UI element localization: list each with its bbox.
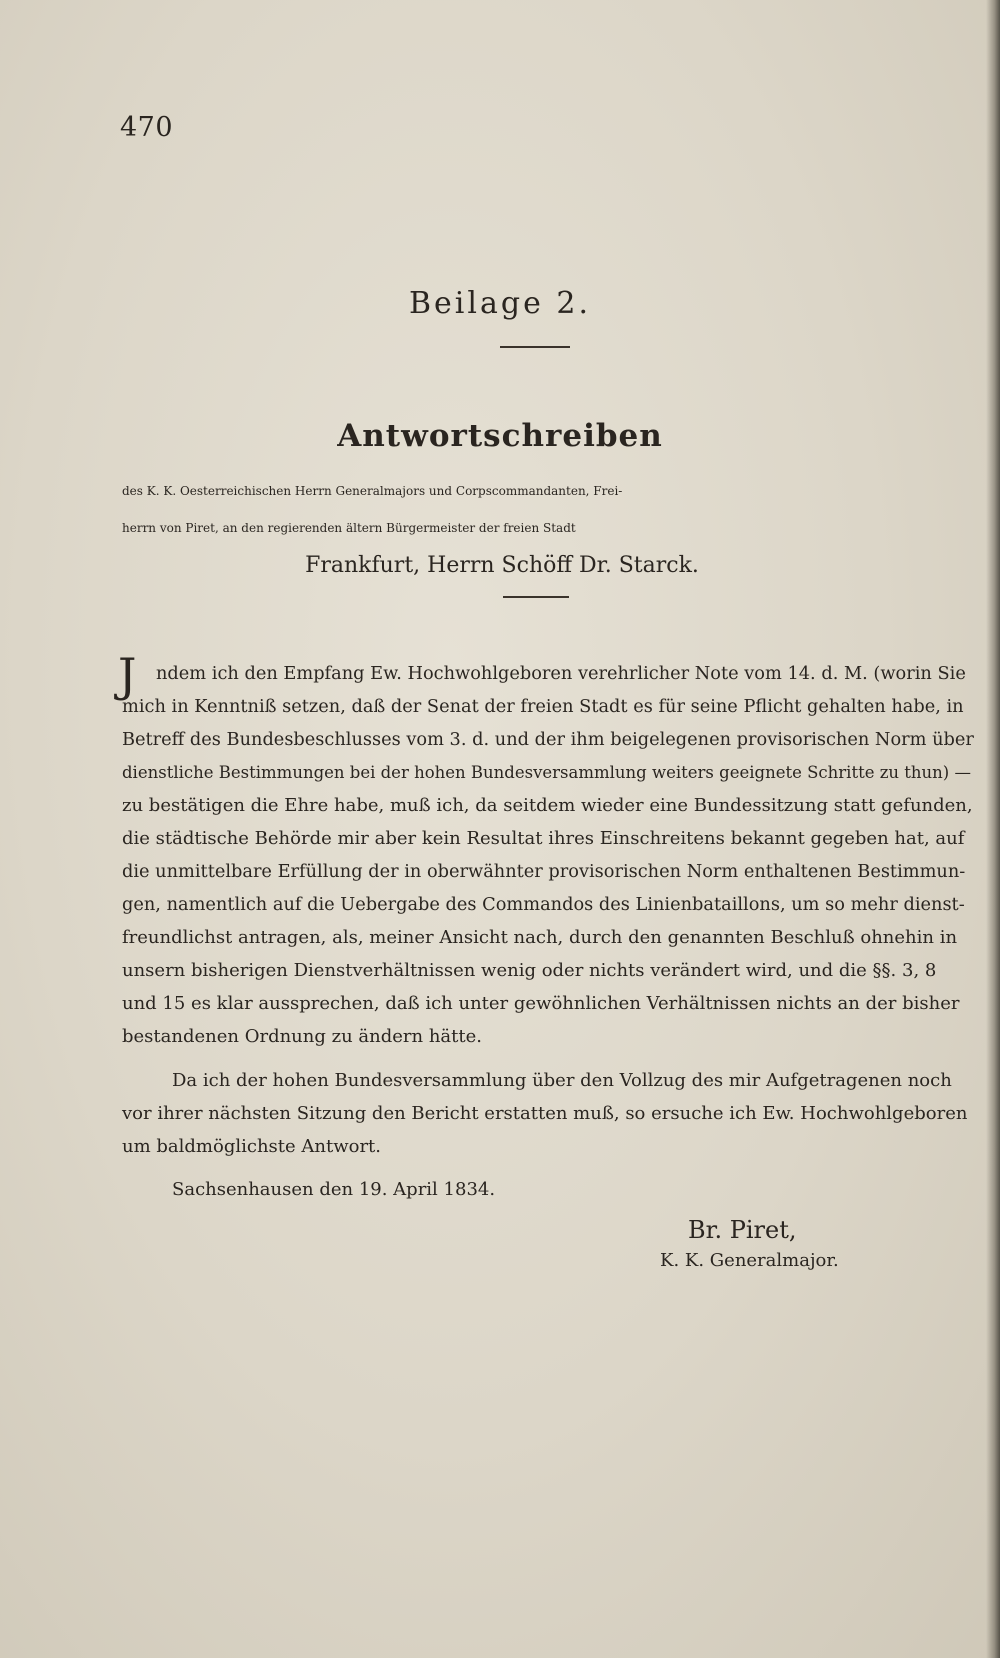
signature-title: K. K. Generalmajor. bbox=[660, 1250, 839, 1271]
body-line: vor ihrer nächsten Sitzung den Bericht erstatten muß, so ersuche ich Ew. Hochwohlgeboren bbox=[122, 1103, 968, 1124]
subheading-line: Frankfurt, Herrn Schöff Dr. Starck. bbox=[305, 553, 699, 578]
signature-name: Br. Piret, bbox=[688, 1216, 797, 1244]
body-line: bestandenen Ordnung zu ändern hätte. bbox=[122, 1026, 482, 1047]
subheading-line: herrn von Piret, an den regierenden ältern Bürgermeister der freien Stadt bbox=[122, 521, 576, 535]
body-line: freundlichst antragen, als, meiner Ansicht nach, durch den genannten Beschluß ohnehin in bbox=[122, 927, 958, 948]
body-line: und 15 es klar aussprechen, daß ich unter gewöhnlichen Verhältnissen nichts an der bisher bbox=[122, 993, 960, 1014]
subheading-line: des K. K. Oesterreichischen Herrn Generalmajors und Corpscommandanten, Frei- bbox=[122, 484, 623, 498]
body-line: mich in Kenntniß setzen, daß der Senat der freien Stadt es für seine Pflicht gehalten habe, in bbox=[122, 697, 964, 717]
divider-rule-bottom bbox=[503, 596, 569, 598]
drop-cap: J bbox=[118, 648, 137, 702]
body-line: unsern bisherigen Dienstverhältnissen wenig oder nichts verändert wird, und die §§. 3, 8 bbox=[122, 960, 937, 981]
page-edge-shadow bbox=[986, 0, 1000, 1658]
body-line: Betreff des Bundesbeschlusses vom 3. d. und der ihm beigelegenen provisorischen Norm über bbox=[122, 730, 974, 750]
body-line: ndem ich den Empfang Ew. Hochwohlgeboren verehrlicher Note vom 14. d. M. (worin Sie bbox=[156, 664, 966, 684]
body-line: um baldmöglichste Antwort. bbox=[122, 1136, 382, 1157]
dateline: Sachsenhausen den 19. April 1834. bbox=[172, 1179, 496, 1200]
body-line: Da ich der hohen Bundesversammlung über den Vollzug des mir Aufgetragenen noch bbox=[172, 1070, 952, 1091]
divider-rule-top bbox=[500, 346, 570, 348]
body-line: die unmittelbare Erfüllung der in oberwähnter provisorischen Norm enthaltenen Bestimmun- bbox=[122, 862, 966, 882]
body-line: die städtische Behörde mir aber kein Resultat ihres Einschreitens bekannt gegeben hat, auf bbox=[122, 828, 965, 849]
section-title: Beilage 2. bbox=[409, 286, 591, 321]
document-heading: Antwortschreiben bbox=[337, 418, 663, 454]
body-line: dienstliche Bestimmungen bei der hohen Bundesversammlung weiters geeignete Schritte zu thun) — bbox=[122, 763, 971, 782]
page-number: 470 bbox=[120, 112, 174, 143]
body-line: gen, namentlich auf die Uebergabe des Commandos des Linienbataillons, um so mehr dienst- bbox=[122, 895, 965, 915]
body-line: zu bestätigen die Ehre habe, muß ich, da seitdem wieder eine Bundessitzung statt gefunden, bbox=[122, 795, 973, 816]
